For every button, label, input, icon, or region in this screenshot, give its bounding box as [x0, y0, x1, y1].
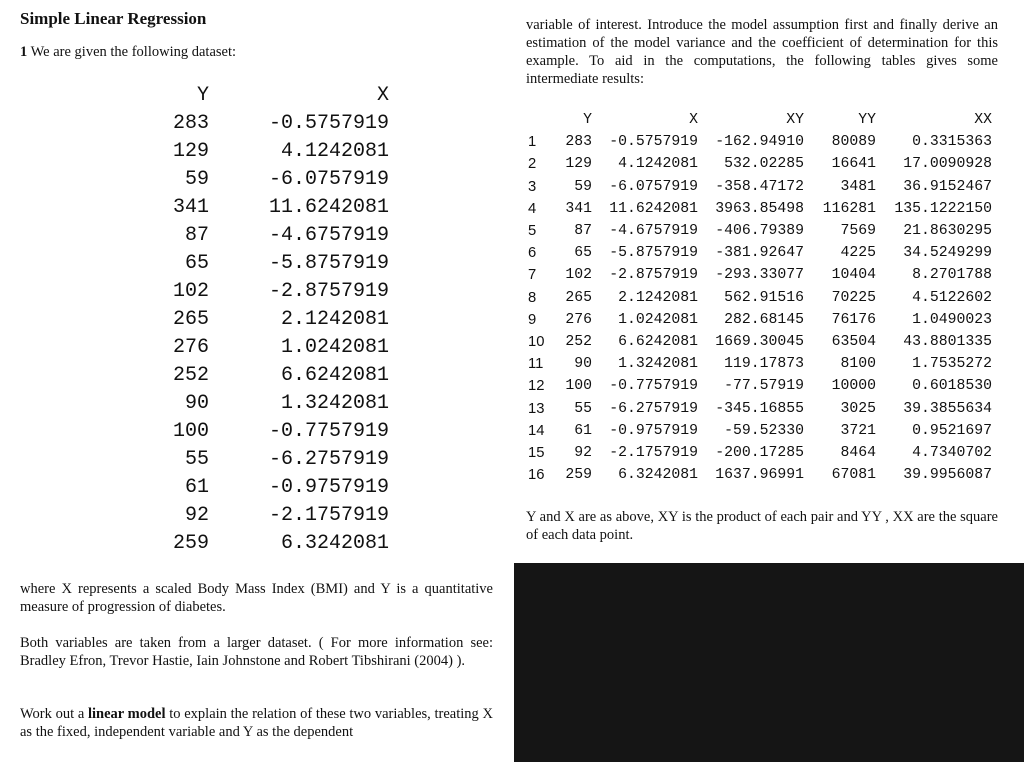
results-cell-xx: 43.8801335: [903, 333, 992, 350]
dataset-row: [165, 250, 389, 278]
results-cell-yy: 76176: [831, 311, 876, 328]
dataset-row: [165, 306, 389, 334]
dataset-cell-y: 87: [184, 224, 209, 247]
results-cell-xx: 17.0090928: [903, 156, 992, 173]
results-cell-yy: 16641: [831, 156, 876, 173]
results-cell-xy: 1669.30045: [715, 333, 804, 350]
problem-intro-text: We are given the following dataset:: [30, 44, 237, 60]
dataset-cell-x: -5.8757919: [268, 252, 389, 275]
results-row: [528, 309, 992, 331]
results-cell-xy: 3963.85498: [715, 200, 804, 217]
results-header-x: X: [689, 112, 698, 129]
results-row: [528, 264, 992, 286]
results-cell-y: 252: [565, 333, 592, 350]
results-cell-xy: 282.68145: [724, 311, 804, 328]
dataset-cell-y: 100: [172, 420, 209, 443]
results-cell-yy: 116281: [822, 200, 876, 217]
results-cell-xx: 0.6018530: [912, 378, 992, 395]
dataset-row: [165, 166, 389, 194]
results-cell-x: 1.0242081: [618, 311, 698, 328]
results-cell-y: 65: [574, 245, 592, 262]
results-cell-xx: 39.3855634: [903, 400, 992, 417]
dataset-cell-y: 61: [184, 476, 209, 499]
results-cell-yy: 3025: [840, 400, 876, 417]
dataset-cell-x: 11.6242081: [268, 196, 389, 219]
dataset-cell-y: 92: [184, 504, 209, 527]
results-cell-i: 9: [528, 311, 537, 328]
results-row: [528, 397, 992, 419]
results-cell-xy: -59.52330: [724, 422, 804, 439]
results-cell-x: -0.5757919: [609, 134, 698, 151]
results-cell-xx: 135.1222150: [894, 200, 992, 217]
results-cell-xx: 36.9152467: [903, 178, 992, 195]
paragraph-work-out: [20, 705, 493, 741]
results-cell-x: 6.6242081: [618, 333, 698, 350]
dataset-cell-y: 59: [184, 168, 209, 191]
dataset-row: [165, 390, 389, 418]
results-cell-i: 7: [528, 267, 537, 284]
results-cell-y: 100: [565, 378, 592, 395]
dataset-cell-x: 1.3242081: [280, 392, 389, 415]
results-cell-xx: 39.9956087: [903, 467, 992, 484]
results-row: [528, 220, 992, 242]
dataset-row: [165, 502, 389, 530]
results-row: [528, 242, 992, 264]
results-cell-xx: 8.2701788: [912, 267, 992, 284]
results-cell-y: 90: [574, 356, 592, 373]
dataset-row: [165, 138, 389, 166]
results-cell-y: 129: [565, 156, 592, 173]
dataset-table: [165, 82, 389, 558]
results-row: [528, 442, 992, 464]
results-row: [528, 153, 992, 175]
work-out-bold: linear model: [87, 706, 166, 722]
results-cell-y: 59: [574, 178, 592, 195]
dataset-cell-x: 6.3242081: [280, 532, 389, 555]
results-cell-xy: 532.02285: [724, 156, 804, 173]
results-cell-xy: -381.92647: [715, 245, 804, 262]
results-header-xy: XY: [786, 112, 804, 129]
results-row: [528, 420, 992, 442]
results-cell-y: 276: [565, 311, 592, 328]
results-row: [528, 287, 992, 309]
results-cell-i: 15: [528, 444, 545, 461]
results-body: [528, 131, 992, 486]
paragraph-where: where X represents a scaled Body Mass Index (BMI) and Y is a quantitative measure of progression of diabetes.: [20, 581, 493, 615]
results-row: [528, 176, 992, 198]
dataset-cell-x: -6.0757919: [268, 168, 389, 191]
results-cell-x: -6.0757919: [609, 178, 698, 195]
results-cell-x: -5.8757919: [609, 245, 698, 262]
dataset-cell-x: -0.7757919: [268, 420, 389, 443]
dataset-cell-y: 341: [172, 196, 209, 219]
dataset-cell-x: -4.6757919: [268, 224, 389, 247]
paragraph-continued: variable of interest. Introduce the model assumption first and finally derive an estimation of the model variance and the coefficient of determination for this example. To aid in the computations, the following tables gives some intermediate results:: [526, 17, 998, 87]
results-cell-yy: 10000: [831, 378, 876, 395]
dataset-cell-y: 252: [172, 364, 209, 387]
results-cell-x: -4.6757919: [609, 223, 698, 240]
results-cell-i: 14: [528, 422, 545, 439]
results-cell-y: 87: [574, 223, 592, 240]
results-cell-xx: 34.5249299: [903, 245, 992, 262]
dataset-cell-x: 6.6242081: [280, 364, 389, 387]
results-cell-i: 11: [528, 356, 544, 373]
dataset-cell-y: 90: [184, 392, 209, 415]
results-cell-yy: 8100: [840, 356, 876, 373]
results-cell-xx: 21.8630295: [903, 223, 992, 240]
results-cell-xx: 0.9521697: [912, 422, 992, 439]
results-cell-y: 341: [565, 200, 592, 217]
dataset-cell-y: 276: [172, 336, 209, 359]
results-row: [528, 131, 992, 153]
results-cell-x: 1.3242081: [618, 356, 698, 373]
dark-region: [514, 563, 1024, 762]
results-cell-i: 2: [528, 156, 537, 173]
results-cell-i: 5: [528, 223, 537, 240]
results-cell-yy: 80089: [831, 134, 876, 151]
results-header-row: [528, 109, 992, 131]
results-cell-y: 283: [565, 134, 592, 151]
results-cell-i: 16: [528, 467, 545, 484]
problem-intro: [20, 44, 236, 61]
results-cell-yy: 4225: [840, 245, 876, 262]
dataset-cell-y: 65: [184, 252, 209, 275]
dataset-cell-y: 129: [172, 140, 209, 163]
results-cell-xy: -345.16855: [715, 400, 804, 417]
results-cell-yy: 70225: [831, 289, 876, 306]
dataset-cell-x: -2.1757919: [268, 504, 389, 527]
results-cell-i: 4: [528, 200, 537, 217]
results-cell-y: 265: [565, 289, 592, 306]
results-cell-i: 6: [528, 245, 537, 262]
dataset-row: [165, 222, 389, 250]
results-cell-i: 12: [528, 378, 545, 395]
results-cell-x: -2.1757919: [609, 444, 698, 461]
dataset-row: [165, 362, 389, 390]
dataset-cell-y: 259: [172, 532, 209, 555]
page-title: Simple Linear Regression: [20, 9, 207, 28]
paragraph-both-variables: Both variables are taken from a larger dataset. ( For more information see: Bradley Efron, Trevor Hastie, Iain Johnstone and Robert Tibshirani (2004) ).: [20, 635, 493, 669]
results-cell-x: 2.1242081: [618, 289, 698, 306]
dataset-cell-x: 2.1242081: [280, 308, 389, 331]
results-cell-xy: -200.17285: [715, 444, 804, 461]
results-cell-x: 11.6242081: [609, 200, 698, 217]
dataset-cell-y: 102: [172, 280, 209, 303]
dataset-body: [165, 110, 389, 558]
results-cell-yy: 7569: [840, 223, 876, 240]
results-cell-x: -0.7757919: [609, 378, 698, 395]
results-cell-x: 4.1242081: [618, 156, 698, 173]
results-cell-xx: 4.5122602: [912, 289, 992, 306]
dataset-cell-y: 283: [172, 112, 209, 135]
results-cell-xy: -162.94910: [715, 134, 804, 151]
results-row: [528, 353, 992, 375]
results-cell-y: 259: [565, 467, 592, 484]
results-cell-xx: 1.7535272: [912, 356, 992, 373]
dataset-row: [165, 110, 389, 138]
results-cell-i: 1: [528, 134, 537, 151]
results-cell-x: -0.9757919: [609, 422, 698, 439]
dataset-cell-x: -2.8757919: [268, 280, 389, 303]
paragraph-table-note: Y and X are as above, XY is the product of each pair and YY , XX are the square of each data point.: [526, 509, 998, 543]
results-cell-x: 6.3242081: [618, 467, 698, 484]
results-cell-y: 55: [574, 400, 592, 417]
dataset-row: [165, 418, 389, 446]
dataset-cell-x: 4.1242081: [280, 140, 389, 163]
results-cell-yy: 67081: [831, 467, 876, 484]
results-cell-yy: 3721: [840, 422, 876, 439]
results-row: [528, 464, 992, 486]
dataset-cell-y: 55: [184, 448, 209, 471]
results-cell-y: 61: [574, 422, 592, 439]
results-cell-i: 8: [528, 289, 537, 306]
results-row: [528, 375, 992, 397]
results-row: [528, 198, 992, 220]
dataset-header-y: Y: [196, 84, 209, 107]
results-cell-i: 13: [528, 400, 545, 417]
results-row: [528, 331, 992, 353]
dataset-row: [165, 474, 389, 502]
results-table: [528, 109, 992, 486]
problem-number: 1: [20, 44, 28, 60]
results-cell-yy: 63504: [831, 333, 876, 350]
results-header-y: Y: [583, 112, 592, 129]
work-out-before: Work out a: [20, 706, 88, 722]
results-header-xx: XX: [974, 112, 992, 129]
results-cell-x: -2.8757919: [609, 267, 698, 284]
dataset-row: [165, 278, 389, 306]
results-header-yy: YY: [858, 112, 876, 129]
dataset-cell-y: 265: [172, 308, 209, 331]
results-cell-i: 3: [528, 178, 537, 195]
results-cell-xy: -77.57919: [724, 378, 804, 395]
results-cell-x: -6.2757919: [609, 400, 698, 417]
results-cell-xy: 1637.96991: [715, 467, 804, 484]
work-out-after: to explain the relation of these two variables, treating X as the fixed, independent variable and Y as the dependent: [20, 706, 493, 740]
dataset-row: [165, 446, 389, 474]
results-cell-xx: 4.7340702: [912, 444, 992, 461]
results-cell-i: 10: [528, 333, 545, 350]
dataset-header-row: [165, 82, 389, 110]
results-header-index: [528, 109, 546, 131]
results-cell-xy: 119.17873: [724, 356, 804, 373]
dataset-row: [165, 194, 389, 222]
dataset-row: [165, 334, 389, 362]
results-cell-y: 92: [574, 444, 592, 461]
results-cell-yy: 8464: [840, 444, 876, 461]
results-cell-xy: -406.79389: [715, 223, 804, 240]
dataset-cell-x: -0.9757919: [268, 476, 389, 499]
results-cell-y: 102: [565, 267, 592, 284]
dataset-header-x: X: [376, 84, 389, 107]
results-cell-xy: -293.33077: [715, 267, 804, 284]
dataset-cell-x: -0.5757919: [268, 112, 389, 135]
results-cell-xx: 0.3315363: [912, 134, 992, 151]
results-cell-yy: 3481: [840, 178, 876, 195]
dataset-cell-x: 1.0242081: [280, 336, 389, 359]
results-cell-yy: 10404: [831, 267, 876, 284]
dataset-cell-x: -6.2757919: [268, 448, 389, 471]
dataset-row: [165, 530, 389, 558]
results-cell-xx: 1.0490023: [912, 311, 992, 328]
results-cell-xy: 562.91516: [724, 289, 804, 306]
results-cell-xy: -358.47172: [715, 178, 804, 195]
